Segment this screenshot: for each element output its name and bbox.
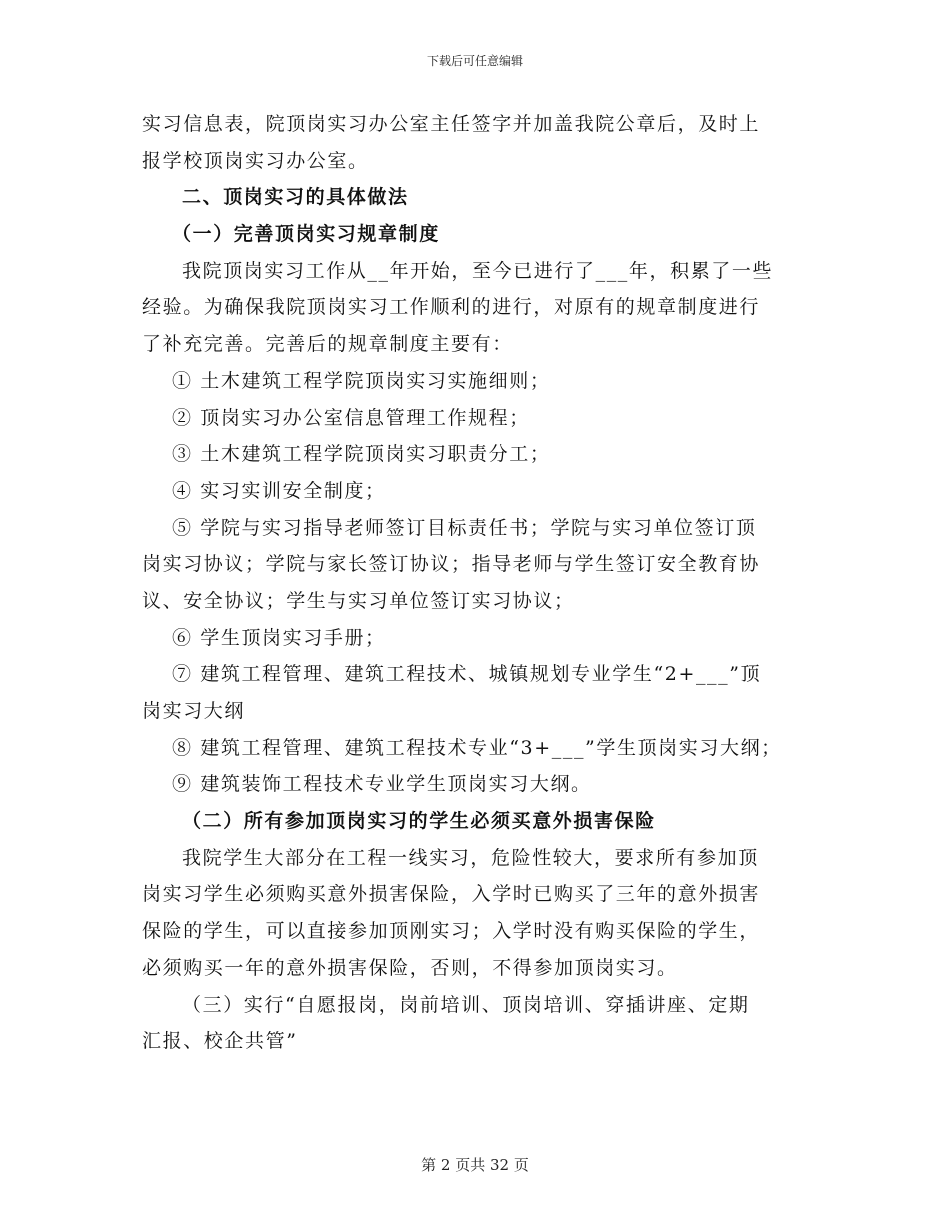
page-number: 第 2 页共 32 页	[421, 1156, 529, 1174]
paragraph-line: 必须购买一年的意外损害保险，否则，不得参加顶岗实习。	[142, 956, 678, 979]
paragraph-line: 岗实习协议；学院与家长签订协议；指导老师与学生签订安全教育协	[142, 553, 761, 576]
list-item: ⑨ 建筑装饰工程技术专业学生顶岗实习大纲。	[172, 773, 592, 796]
list-item: ① 土木建筑工程学院顶岗实习实施细则；	[172, 369, 551, 392]
document-body	[142, 106, 832, 1060]
list-item: ② 顶岗实习办公室信息管理工作规程；	[172, 406, 530, 429]
paragraph-line: 报学校顶岗实习办公室。	[142, 149, 369, 172]
list-item: ④ 实习实训安全制度；	[172, 479, 386, 502]
paragraph-line: 岗实习学生必须购买意外损害保险，入学时已购买了三年的意外损害	[142, 883, 761, 906]
paragraph-line: 岗实习大纲	[142, 700, 246, 722]
paragraph-line: 实习信息表，院顶岗实习办公室主任签字并加盖我院公章后，及时上	[142, 113, 761, 135]
paragraph-line: 经验。为确保我院顶岗实习工作顺利的进行，对原有的规章制度进行	[142, 296, 761, 319]
page-header-note: 下载后可任意编辑	[426, 54, 523, 68]
subsection-heading: （一）完善顶岗实习规章制度	[172, 223, 440, 246]
list-item: ③ 土木建筑工程学院顶岗实习职责分工；	[172, 443, 551, 466]
paragraph-line: （三）实行“自愿报岗，岗前培训、顶岗培训、穿插讲座、定期	[182, 993, 750, 1016]
list-item: ⑦ 建筑工程管理、建筑工程技术、城镇规划专业学生“2+___”顶	[172, 663, 762, 686]
paragraph-line: 我院学生大部分在工程一线实习，危险性较大，要求所有参加顶	[182, 846, 759, 869]
paragraph-line: 保险的学生，可以直接参加顶刚实习；入学时没有购买保险的学生，	[142, 920, 761, 943]
subsection-heading: （二）所有参加顶岗实习的学生必须买意外损害保险	[182, 810, 656, 833]
list-item: ⑥ 学生顶岗实习手册；	[172, 626, 386, 649]
paragraph-line: 了补充完善。完善后的规章制度主要有：	[142, 333, 513, 356]
paragraph-line: 汇报、校企共管”	[142, 1030, 298, 1053]
paragraph-line: 议、安全协议；学生与实习单位签订实习协议；	[142, 589, 575, 612]
paragraph-line: 我院顶岗实习工作从__年开始，至今已进行了___年，积累了一些	[182, 259, 774, 282]
list-item: ⑤ 学院与实习指导老师签订目标责任书；学院与实习单位签订顶	[172, 516, 757, 539]
list-item: ⑧ 建筑工程管理、建筑工程技术专业“3+___”学生顶岗实习大纲；	[172, 736, 782, 759]
section-heading: 二、顶岗实习的具体做法	[182, 186, 409, 209]
